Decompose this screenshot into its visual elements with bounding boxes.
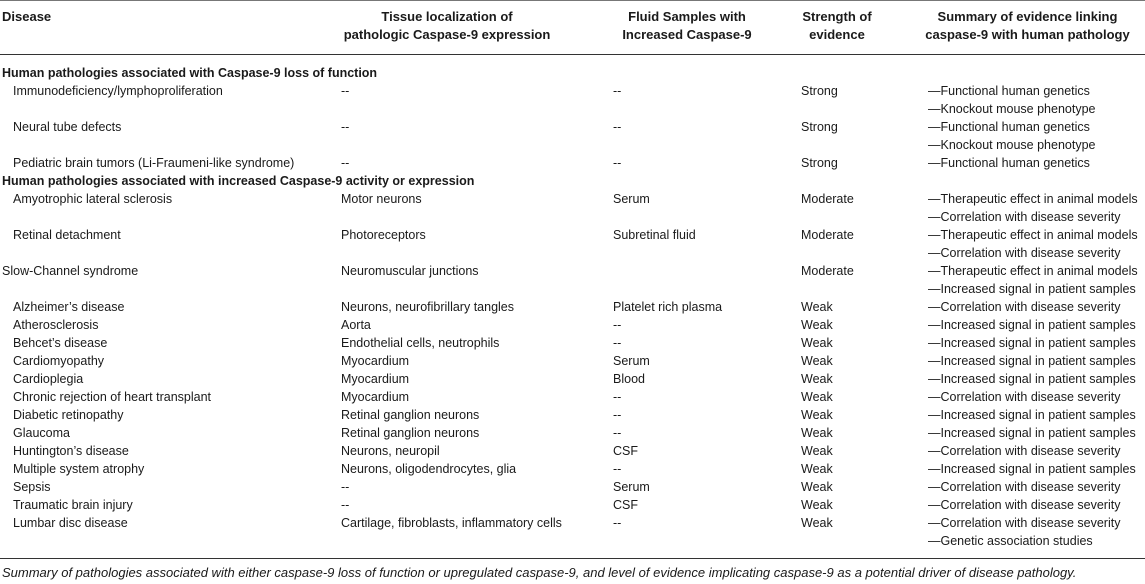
disease-cell: Chronic rejection of heart transplant xyxy=(13,390,212,404)
table-row xyxy=(0,352,1145,370)
tissue-cell: -- xyxy=(341,84,350,98)
evidence-cell: —Correlation with disease severity xyxy=(928,498,1121,512)
fluid-cell: Blood xyxy=(613,372,645,386)
evidence-cell: —Therapeutic effect in animal models xyxy=(928,228,1138,242)
strength-cell: Moderate xyxy=(801,228,854,242)
table-row xyxy=(0,262,1145,280)
header-disease xyxy=(2,8,51,26)
tissue-cell: Retinal ganglion neurons xyxy=(341,426,480,440)
strength-cell: Weak xyxy=(801,354,833,368)
header-disease-text: Disease xyxy=(2,9,52,24)
bottom-rule xyxy=(0,558,1145,559)
strength-cell: Strong xyxy=(801,84,838,98)
header-strength-line2: evidence xyxy=(809,27,865,42)
strength-cell: Weak xyxy=(801,408,833,422)
strength-cell: Weak xyxy=(801,462,833,476)
disease-cell: Multiple system atrophy xyxy=(13,462,145,476)
table-row xyxy=(0,82,1145,100)
fluid-cell: Subretinal fluid xyxy=(613,228,696,242)
disease-cell: Alzheimer’s disease xyxy=(13,300,125,314)
section-heading: Human pathologies associated with increased Caspase-9 activity or expression xyxy=(2,174,475,188)
disease-cell: Traumatic brain injury xyxy=(13,498,133,512)
tissue-cell: Myocardium xyxy=(341,390,410,404)
section-heading: Human pathologies associated with Caspase-9 loss of function xyxy=(2,66,378,80)
section-heading-row xyxy=(0,172,1145,190)
strength-cell: Weak xyxy=(801,498,833,512)
tissue-cell: Cartilage, fibroblasts, inflammatory cells xyxy=(341,516,562,530)
header-strength-line1: Strength of xyxy=(802,9,872,24)
strength-cell: Weak xyxy=(801,390,833,404)
header-fluid-line1: Fluid Samples with xyxy=(628,9,746,24)
evidence-cell: —Correlation with disease severity xyxy=(928,516,1121,530)
evidence-cell: —Correlation with disease severity xyxy=(928,444,1121,458)
tissue-cell: -- xyxy=(341,480,350,494)
table-row xyxy=(0,190,1145,208)
fluid-cell: -- xyxy=(613,318,622,332)
header-summary-line2: caspase-9 with human pathology xyxy=(925,27,1130,42)
fluid-cell: Serum xyxy=(613,354,650,368)
table-body xyxy=(0,55,1145,550)
evidence-cell: —Therapeutic effect in animal models xyxy=(928,192,1138,206)
strength-cell: Weak xyxy=(801,336,833,350)
disease-cell: Immunodeficiency/lymphoproliferation xyxy=(13,84,223,98)
evidence-cell: —Increased signal in patient samples xyxy=(928,354,1136,368)
header-fluid-line2: Increased Caspase-9 xyxy=(622,27,752,42)
disease-cell: Cardioplegia xyxy=(13,372,84,386)
section-heading-row xyxy=(0,64,1145,82)
table-row xyxy=(0,388,1145,406)
strength-cell: Moderate xyxy=(801,192,854,206)
table-row xyxy=(0,334,1145,352)
strength-cell: Strong xyxy=(801,120,838,134)
fluid-cell: -- xyxy=(613,156,622,170)
tissue-cell: Neurons, neurofibrillary tangles xyxy=(341,300,515,314)
tissue-cell: Motor neurons xyxy=(341,192,422,206)
tissue-cell: Neurons, neuropil xyxy=(341,444,440,458)
table-row xyxy=(0,118,1145,136)
tissue-cell: Endothelial cells, neutrophils xyxy=(341,336,500,350)
disease-cell: Neural tube defects xyxy=(13,120,122,134)
disease-cell: Huntington’s disease xyxy=(13,444,129,458)
table-row xyxy=(0,514,1145,532)
strength-cell: Strong xyxy=(801,156,838,170)
fluid-cell: Platelet rich plasma xyxy=(613,300,723,314)
tissue-cell: Photoreceptors xyxy=(341,228,426,242)
evidence-cell: —Therapeutic effect in animal models xyxy=(928,264,1138,278)
fluid-cell: -- xyxy=(613,84,622,98)
disease-cell: Amyotrophic lateral sclerosis xyxy=(13,192,173,206)
evidence-cell: —Correlation with disease severity xyxy=(928,480,1121,494)
strength-cell: Weak xyxy=(801,444,833,458)
evidence-cell: —Increased signal in patient samples xyxy=(928,282,1136,296)
header-summary xyxy=(910,8,1145,44)
disease-cell: Pediatric brain tumors (Li-Fraumeni-like syndrome) xyxy=(13,156,295,170)
fluid-cell: -- xyxy=(613,408,622,422)
strength-cell: Weak xyxy=(801,372,833,386)
disease-cell: Atherosclerosis xyxy=(13,318,99,332)
fluid-cell: -- xyxy=(613,390,622,404)
evidence-cell: —Genetic association studies xyxy=(928,534,1093,548)
fluid-cell: CSF xyxy=(613,444,638,458)
strength-cell: Weak xyxy=(801,480,833,494)
strength-cell: Weak xyxy=(801,300,833,314)
header-tissue-line1: Tissue localization of xyxy=(381,9,513,24)
header-tissue-line2: pathologic Caspase-9 expression xyxy=(343,27,551,42)
evidence-cell: —Increased signal in patient samples xyxy=(928,426,1136,440)
evidence-cell: —Increased signal in patient samples xyxy=(928,318,1136,332)
table-row xyxy=(0,442,1145,460)
table-row xyxy=(0,424,1145,442)
table-row xyxy=(0,100,1145,118)
disease-cell: Glaucoma xyxy=(13,426,70,440)
evidence-cell: —Correlation with disease severity xyxy=(928,390,1121,404)
strength-cell: Moderate xyxy=(801,264,854,278)
table-row xyxy=(0,154,1145,172)
evidence-cell: —Increased signal in patient samples xyxy=(928,336,1136,350)
top-rule xyxy=(0,0,1145,1)
strength-cell: Weak xyxy=(801,516,833,530)
table-row xyxy=(0,478,1145,496)
table-header xyxy=(0,0,1145,55)
table-row xyxy=(0,136,1145,154)
table-row xyxy=(0,460,1145,478)
disease-cell: Sepsis xyxy=(13,480,51,494)
strength-cell: Weak xyxy=(801,318,833,332)
disease-cell: Diabetic retinopathy xyxy=(13,408,124,422)
table-row xyxy=(0,370,1145,388)
fluid-cell: -- xyxy=(613,462,622,476)
table-row xyxy=(0,208,1145,226)
disease-cell: Slow-Channel syndrome xyxy=(2,264,139,278)
header-summary-line1: Summary of evidence linking xyxy=(937,9,1118,24)
table-row xyxy=(0,244,1145,262)
table-row xyxy=(0,532,1145,550)
header-fluid xyxy=(612,8,762,44)
strength-cell: Weak xyxy=(801,426,833,440)
table-row xyxy=(0,316,1145,334)
evidence-cell: —Correlation with disease severity xyxy=(928,246,1121,260)
table-row xyxy=(0,280,1145,298)
tissue-cell: Myocardium xyxy=(341,372,410,386)
fluid-cell: -- xyxy=(613,336,622,350)
table-row xyxy=(0,298,1145,316)
fluid-cell: Serum xyxy=(613,192,650,206)
tissue-cell: -- xyxy=(341,120,350,134)
disease-cell: Cardiomyopathy xyxy=(13,354,105,368)
evidence-cell: —Functional human genetics xyxy=(928,84,1090,98)
tissue-cell: -- xyxy=(341,156,350,170)
disease-cell: Behcet’s disease xyxy=(13,336,108,350)
header-tissue xyxy=(334,8,560,44)
disease-cell: Retinal detachment xyxy=(13,228,121,242)
evidence-cell: —Knockout mouse phenotype xyxy=(928,102,1096,116)
evidence-cell: —Increased signal in patient samples xyxy=(928,372,1136,386)
tissue-cell: Neurons, oligodendrocytes, glia xyxy=(341,462,517,476)
table-caption: Summary of pathologies associated with either caspase-9 loss of function or upregulated caspase-9, and level of evidence implicating caspase-9 as a potential driver of disease pathology. xyxy=(2,565,1077,580)
evidence-cell: —Knockout mouse phenotype xyxy=(928,138,1096,152)
fluid-cell: Serum xyxy=(613,480,650,494)
fluid-cell: CSF xyxy=(613,498,638,512)
disease-cell: Lumbar disc disease xyxy=(13,516,128,530)
tissue-cell: Neuromuscular junctions xyxy=(341,264,479,278)
evidence-cell: —Increased signal in patient samples xyxy=(928,462,1136,476)
evidence-cell: —Increased signal in patient samples xyxy=(928,408,1136,422)
fluid-cell: -- xyxy=(613,426,622,440)
evidence-cell: —Correlation with disease severity xyxy=(928,210,1121,224)
evidence-cell: —Correlation with disease severity xyxy=(928,300,1121,314)
evidence-cell: —Functional human genetics xyxy=(928,120,1090,134)
tissue-cell: Aorta xyxy=(341,318,371,332)
fluid-cell: -- xyxy=(613,516,622,530)
evidence-cell: —Functional human genetics xyxy=(928,156,1090,170)
tissue-cell: -- xyxy=(341,498,350,512)
tissue-cell: Myocardium xyxy=(341,354,410,368)
tissue-cell: Retinal ganglion neurons xyxy=(341,408,480,422)
table-row xyxy=(0,496,1145,514)
header-strength xyxy=(792,8,882,44)
table-row xyxy=(0,226,1145,244)
table-row xyxy=(0,406,1145,424)
fluid-cell: -- xyxy=(613,120,622,134)
